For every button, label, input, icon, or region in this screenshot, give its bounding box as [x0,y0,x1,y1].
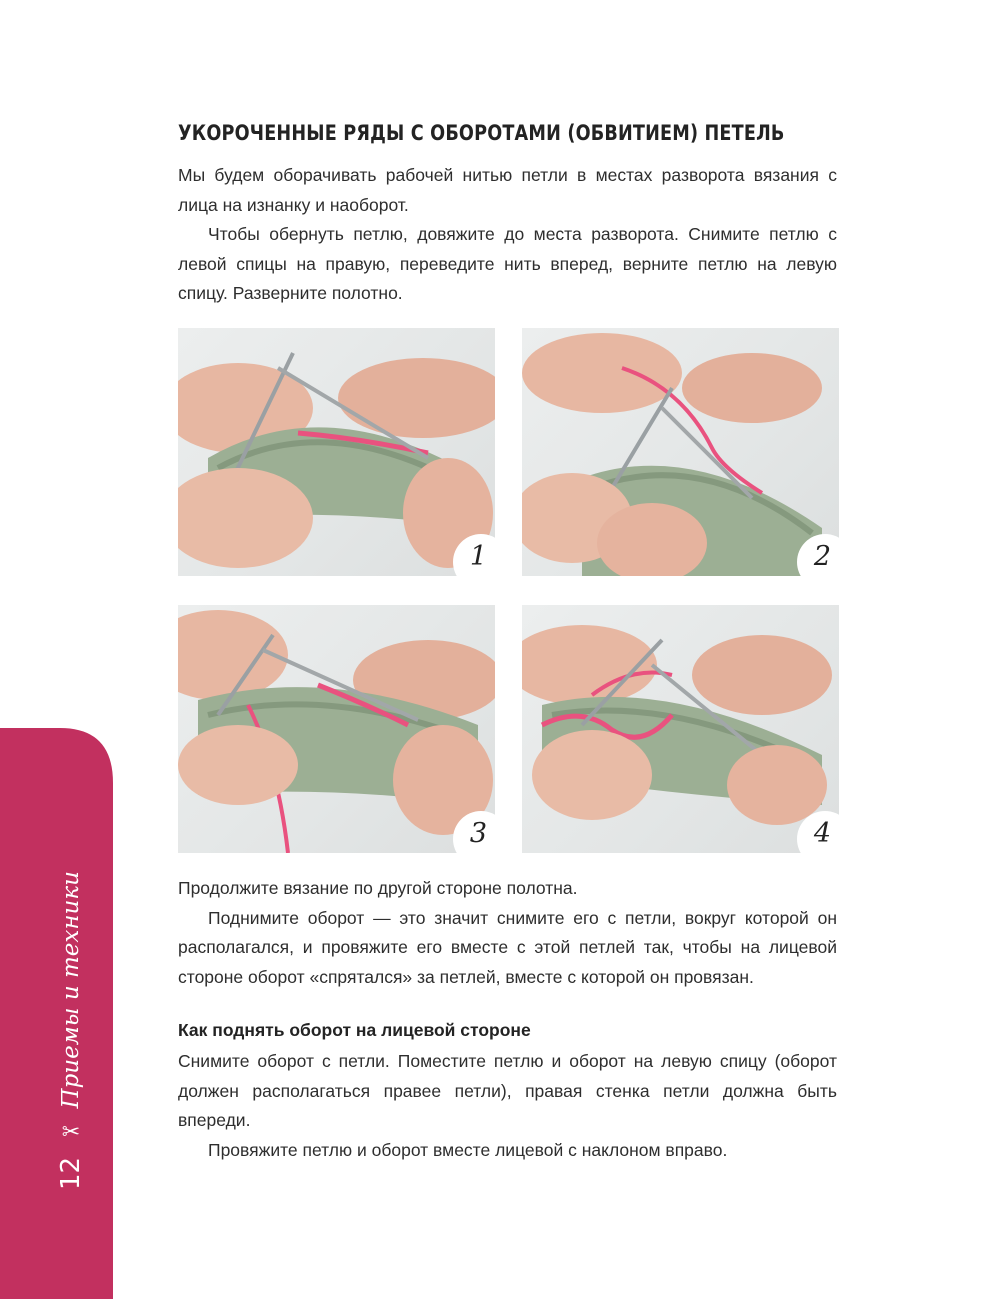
intro-paragraph: Чтобы обернуть петлю, довяжите до места разворота. Снимите петлю с левой спицы на правую, переведите нить вперед, верните петлю на левую спицу. Разверните полотно. [178,224,837,303]
knitting-photo [522,605,839,853]
knitting-photo [178,328,495,576]
step-number: 1 [469,541,487,572]
step-photo-3 [178,605,495,853]
step-photo-2 [522,328,839,576]
face-side-paragraph: Провяжите петлю и оборот вместе лицевой с наклоном вправо. [208,1139,728,1160]
knitting-photo [178,605,495,853]
continuation-paragraph: Поднимите оборот — это значит снимите его с петли, вокруг которой он располагался, и провяжите его вместе с этой петлей так, чтобы на лицевой стороне оборот «спрятался» за петлей, вместе с которой он провязан. [178,907,837,987]
intro-text [178,161,837,309]
scissors-icon: ✂ [61,1118,81,1144]
continuation-text [178,874,837,992]
step-photo-4 [522,605,839,853]
intro-paragraph: Мы будем оборачивать рабочей нитью петли в местах разворота вязания с лица на изнанку и наоборот. [178,165,837,215]
face-side-text [178,1047,837,1165]
step-number: 4 [813,818,831,849]
step-photo-1 [178,328,495,576]
step-number: 3 [469,818,487,849]
face-side-paragraph: Снимите оборот с петли. Поместите петлю и оборот на левую спицу (оборот должен располагаться правее петли), правая стенка петли должна быть впереди. [178,1051,837,1130]
page-number: 12 [56,1156,86,1190]
step-number: 2 [813,541,831,572]
side-tab-label [56,871,86,1190]
face-side-heading: Как поднять оборот на лицевой стороне [178,1020,531,1040]
section-title: УКОРОЧЕННЫЕ РЯДЫ С ОБОРОТАМИ (ОБВИТИЕМ) ПЕТЕЛЬ [178,121,785,145]
continuation-paragraph: Продолжите вязание по другой стороне полотна. [178,878,578,898]
section-name: Приемы и техники [58,871,84,1109]
knitting-photo [522,328,839,576]
